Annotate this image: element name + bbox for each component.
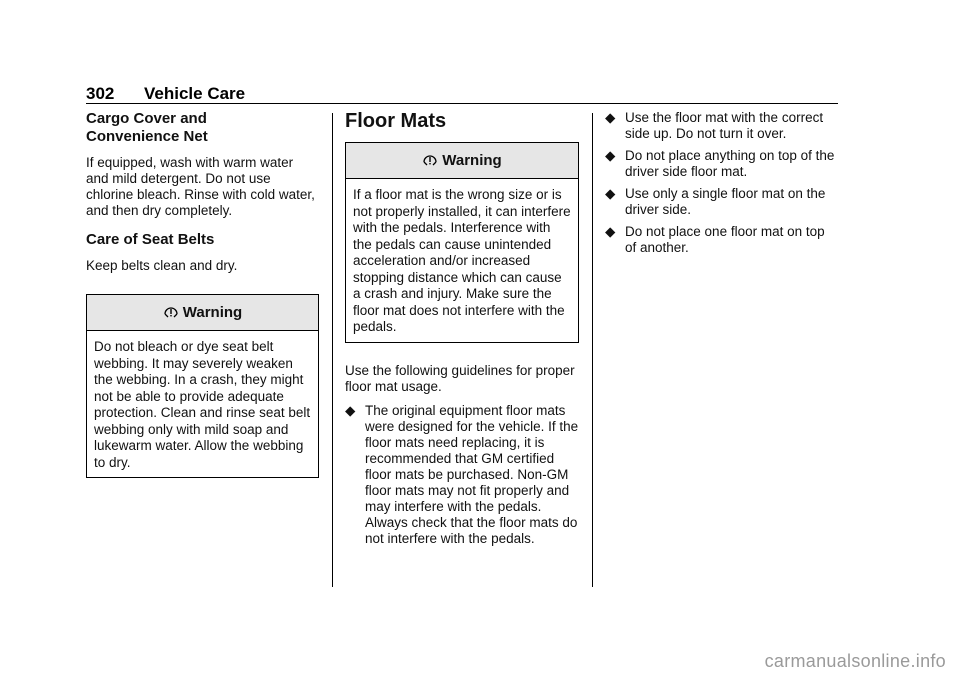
cargo-title: Cargo Cover and Convenience Net: [86, 110, 208, 145]
seat-belt-warning-box: [86, 294, 319, 478]
header-rule: [86, 103, 838, 104]
bullet-icon: ◆: [605, 110, 616, 125]
warning-header: [87, 295, 318, 331]
right-column: [605, 110, 837, 256]
list-item: [605, 186, 837, 218]
list-item-text: Use only a single floor mat on the driver side.: [625, 186, 826, 217]
warning-text: If a floor mat is the wrong size or is not properly installed, it can interfere with the pedals. Interference with the pedals can cause unintended acceleration and/or increased stopping distance which can cause a crash and injury. Make sure the floor mat does not interfere with the pedals.: [353, 187, 571, 334]
list-item: [345, 403, 579, 547]
floor-mats-title: Floor Mats: [345, 110, 447, 132]
warning-header: [346, 143, 578, 179]
belts-title: Care of Seat Belts: [86, 231, 215, 248]
bullet-icon: ◆: [605, 148, 616, 163]
column-divider: [332, 113, 333, 587]
list-item-text: Do not place one floor mat on top of another.: [625, 224, 825, 255]
list-item: [605, 148, 837, 180]
list-item: [605, 224, 837, 256]
middle-column: [345, 110, 579, 547]
left-column: [86, 110, 319, 478]
warning-text: Do not bleach or dye seat belt webbing. It may severely weaken the webbing. In a crash, they might not be able to provide adequate protection. Clean and rinse seat belt webbing only with mild soap and lukewarm water. Allow the webbing to dry.: [94, 339, 311, 470]
guidelines-intro: Use the following guidelines for proper floor mat usage.: [345, 362, 575, 394]
bullet-icon: ◆: [605, 224, 616, 239]
warning-icon: [163, 305, 179, 321]
page-number: 302: [86, 84, 115, 103]
watermark: carmanualsonline.info: [764, 651, 946, 671]
list-item: [605, 110, 837, 142]
page-header: [86, 84, 245, 104]
warning-icon: [422, 153, 438, 169]
bullet-icon: ◆: [345, 402, 356, 418]
list-item-text: Use the floor mat with the correct side up. Do not turn it over.: [625, 110, 824, 141]
belts-text: Keep belts clean and dry.: [86, 258, 238, 273]
floor-mat-warning-box: [345, 142, 579, 343]
section-title: Vehicle Care: [144, 84, 246, 103]
cargo-text: If equipped, wash with warm water and mild detergent. Do not use chlorine bleach. Rinse with cold water, and then dry completely.: [86, 155, 315, 218]
list-item-text: The original equipment floor mats were designed for the vehicle. If the floor mats need replacing, it is recommended that GM certified floor mats be purchased. Non-GM floor mats may not fit properly and may interfere with the pedals. Always check that the floor mats do not interfere with the pedals.: [365, 402, 579, 546]
column-divider: [592, 113, 593, 587]
list-item-text: Do not place anything on top of the driver side floor mat.: [625, 148, 835, 179]
bullet-icon: ◆: [605, 186, 616, 201]
warning-label: Warning: [442, 152, 502, 169]
warning-label: Warning: [182, 304, 243, 321]
